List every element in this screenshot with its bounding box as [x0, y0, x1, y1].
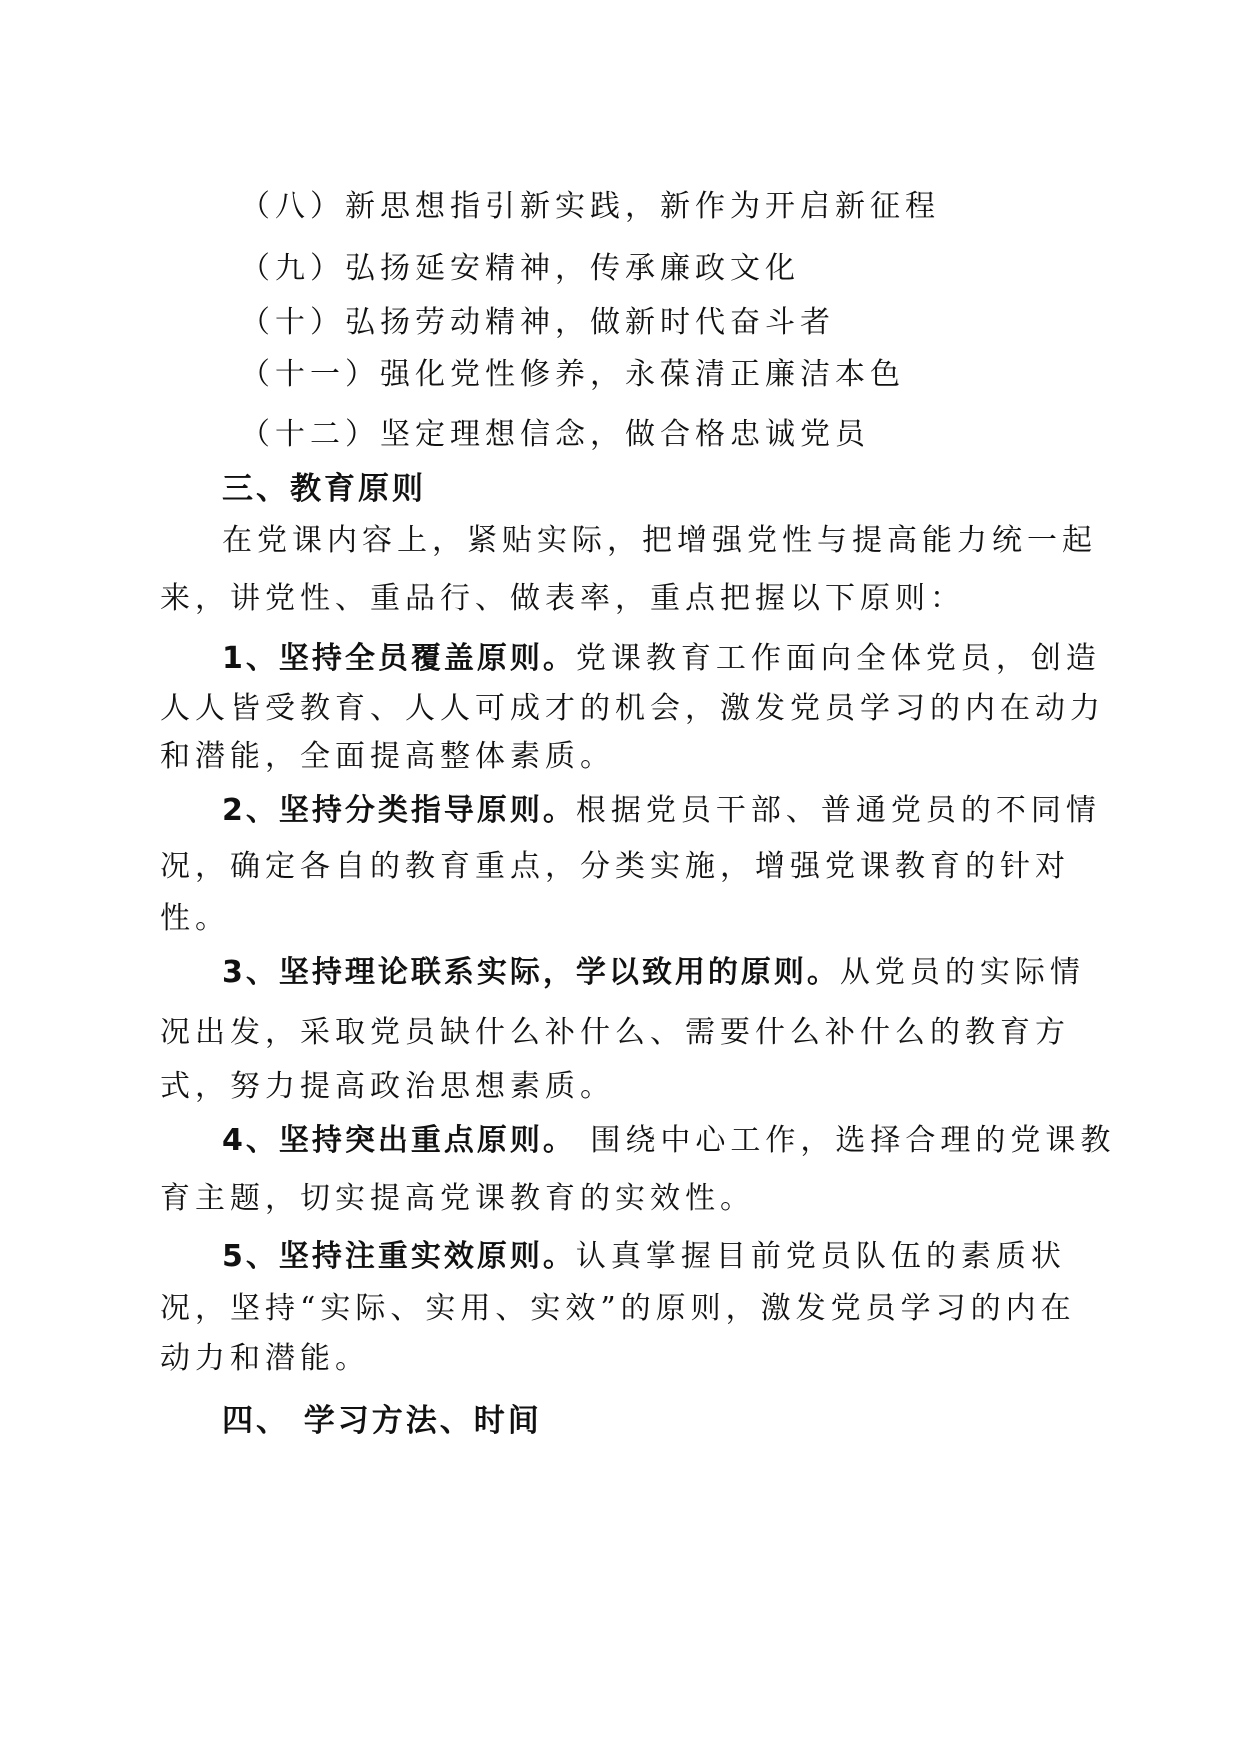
principle-1-line-3: 和潜能，全面提高整体素质。	[160, 739, 615, 774]
principle-5-first-line	[222, 1236, 1066, 1278]
intro-line-1: 在党课内容上，紧贴实际，把增强党性与提高能力统一起	[222, 523, 1097, 558]
principle-1-line-2: 人人皆受教育、人人可成才的机会，激发党员学习的内在动力	[160, 691, 1105, 726]
principle-2-first-line	[222, 790, 1101, 832]
principle-5-line-3: 动力和潜能。	[160, 1341, 370, 1376]
principle-1-first-line	[222, 638, 1101, 680]
principle-5-text: 认真掌握目前党员队伍的素质状	[575, 1239, 1066, 1274]
principle-2-title: 2、坚持分类指导原则。	[222, 793, 576, 828]
outline-item-8: （八）新思想指引新实践，新作为开启新征程	[240, 189, 940, 224]
principle-5-title: 5、坚持注重实效原则。	[222, 1239, 576, 1274]
principle-2-line-3: 性。	[160, 901, 230, 936]
principle-3-title: 3、坚持理论联系实际，学以致用的原则。	[222, 955, 840, 990]
principle-3-line-2: 况出发，采取党员缺什么补什么、需要什么补什么的教育方	[160, 1015, 1070, 1050]
outline-item-10: （十）弘扬劳动精神，做新时代奋斗者	[240, 305, 835, 340]
principle-4-first-line	[222, 1120, 1115, 1162]
principle-1-title: 1、坚持全员覆盖原则。	[222, 641, 576, 676]
principle-4-text: 围绕中心工作，选择合理的党课教	[575, 1123, 1116, 1158]
principle-3-line-3: 式，努力提高政治思想素质。	[160, 1069, 615, 1104]
section-heading-4: 四、 学习方法、时间	[222, 1403, 542, 1439]
outline-item-12: （十二）坚定理想信念，做合格忠诚党员	[240, 417, 870, 452]
principle-1-text: 党课教育工作面向全体党员，创造	[575, 641, 1101, 676]
principle-5-line-2: 况，坚持“实际、实用、实效”的原则，激发党员学习的内在	[160, 1291, 1076, 1326]
principle-2-text: 根据党员干部、普通党员的不同情	[575, 793, 1101, 828]
principle-3-first-line	[222, 952, 1085, 994]
principle-4-line-2: 育主题，切实提高党课教育的实效性。	[160, 1181, 755, 1216]
outline-item-11: （十一）强化党性修养，永葆清正廉洁本色	[240, 357, 905, 392]
principle-2-line-2: 况，确定各自的教育重点，分类实施，增强党课教育的针对	[160, 849, 1070, 884]
section-heading-3: 三、教育原则	[222, 471, 426, 507]
outline-item-9: （九）弘扬延安精神，传承廉政文化	[240, 251, 800, 286]
intro-line-2: 来，讲党性、重品行、做表率，重点把握以下原则：	[160, 581, 965, 616]
principle-4-title: 4、坚持突出重点原则。	[222, 1123, 576, 1158]
principle-3-text: 从党员的实际情	[839, 955, 1085, 990]
